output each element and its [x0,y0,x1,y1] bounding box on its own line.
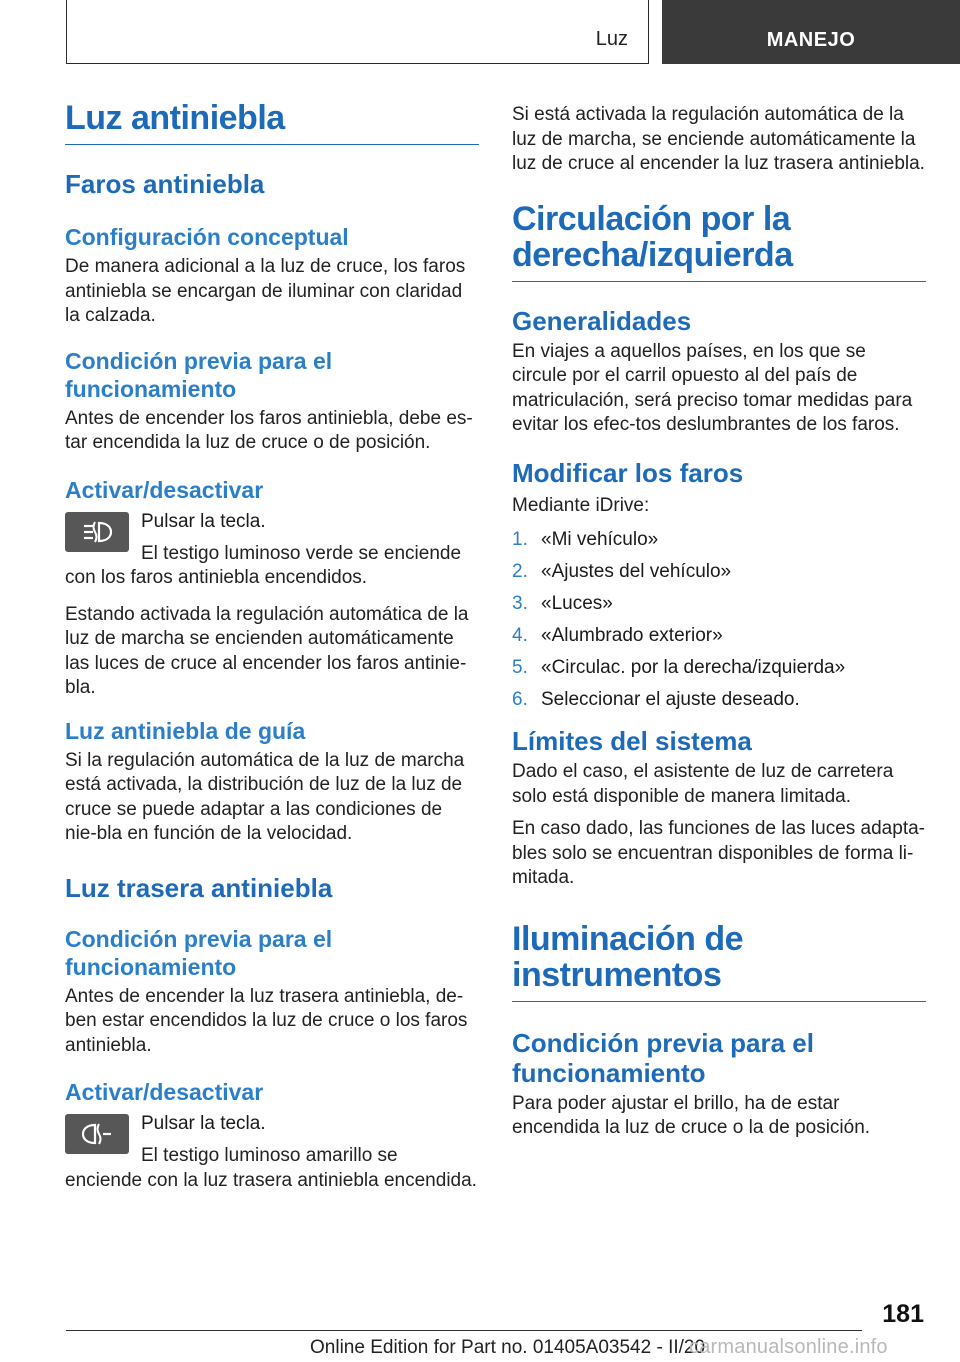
left-column [65,100,479,1193]
heading-activate-front: Activar/desactivar [65,476,264,503]
header-box [66,0,649,64]
limits-text-2: En caso dado, las funciones de las luces adapta-bles solo se encuentran disponibles de forma li-mitada. [512,818,925,888]
auto-light-text: Estando activada la regulación automática de la luz de marcha se encienden automáticamente las luces de cruce al encender los faros antinie-bla. [65,603,469,698]
heading-front-fog: Faros antiniebla [65,169,265,199]
title-instrument-lighting: Iluminación de instrumentos [512,921,926,1002]
idrive-intro: Mediante iDrive: [512,494,650,516]
list-item: 6. Seleccionar el ajuste deseado. [512,689,800,710]
limits-text-1: Dado el caso, el asistente de luz de carretera solo está disponible de manera limitada. [512,761,894,807]
front-fog-press-label: Pulsar la tecla. [141,510,266,532]
precondition-instr-text: Para poder ajustar el brillo, ha de estar encendida la luz de cruce o la de posición. [512,1092,871,1138]
rear-fog-press-label: Pulsar la tecla. [141,1113,266,1134]
rear-fog-light-icon [65,1114,129,1154]
list-item: 1. «Mi vehículo» [512,529,659,550]
precondition-rear-text: Antes de encender la luz trasera antiniebla, de-ben estar encendidos la luz de cruce o los faros antiniebla. [65,985,468,1056]
precondition-front-text: Antes de encender los faros antiniebla, debe es-tar encendida la luz de cruce o de posición. [65,407,473,453]
rear-fog-indicator-text: El testigo luminoso amarillo se enciende con la luz trasera antiniebla encendida. [65,1145,477,1191]
list-item: 5. «Circulac. por la derecha/izquierda» [512,657,846,678]
heading-guide-fog: Luz antiniebla de guía [65,717,306,744]
footer-watermark: carmanualsonline.info [689,1336,888,1358]
page-number: 181 [882,1300,924,1328]
concept-text: De manera adicional a la luz de cruce, los faros antiniebla se encargan de iluminar con claridad la calzada. [65,256,466,326]
heading-concept: Configuración conceptual [65,224,349,250]
guide-fog-text: Si la regulación automática de la luz de marcha está activada, la distribución de luz de la luz de cruce se puede adaptar a las condiciones de nie-bla en función de la velocidad. [65,749,465,844]
general-text: En viajes a aquellos países, en los que se circule por el carril opuesto al del país de matriculación, será preciso tomar medidas para evitar los efec-tos deslumbrantes de los faros. [512,340,913,435]
front-fog-light-icon [65,512,129,552]
list-item: 4. «Alumbrado exterior» [512,625,723,646]
heading-modify-headlights: Modificar los faros [512,457,744,488]
title-fog-lights: Luz antiniebla [65,100,479,145]
heading-precondition-rear: Condición previa para el funcionamiento [65,925,333,980]
heading-general: Generalidades [512,305,692,336]
footer-edition: Online Edition for Part no. 01405A03542 - II/20 [310,1337,706,1358]
heading-system-limits: Límites del sistema [512,726,752,756]
heading-activate-rear: Activar/desactivar [65,1079,264,1105]
idrive-steps [512,528,926,712]
rear-auto-text: Si está activada la regulación automática de la luz de marcha, se enciende automáticamente la luz de cruce al encender la luz trasera antiniebla. [512,104,925,174]
header-chapter: MANEJO [662,0,960,64]
heading-rear-fog: Luz trasera antiniebla [65,872,333,903]
heading-precondition-instr: Condición previa para el funcionamiento [512,1027,814,1088]
list-item: 3. «Luces» [512,593,613,614]
right-column [512,103,926,1141]
heading-precondition-front: Condición previa para el funcionamiento [65,347,333,402]
front-fog-indicator-text: El testigo luminoso verde se enciende con los faros antiniebla encendidos. [65,542,462,588]
header-section: Luz [595,28,628,50]
list-item: 2. «Ajustes del vehículo» [512,561,732,582]
title-traffic-side: Circulación por la derecha/izquierda [512,201,926,282]
footer-divider [66,1330,862,1331]
